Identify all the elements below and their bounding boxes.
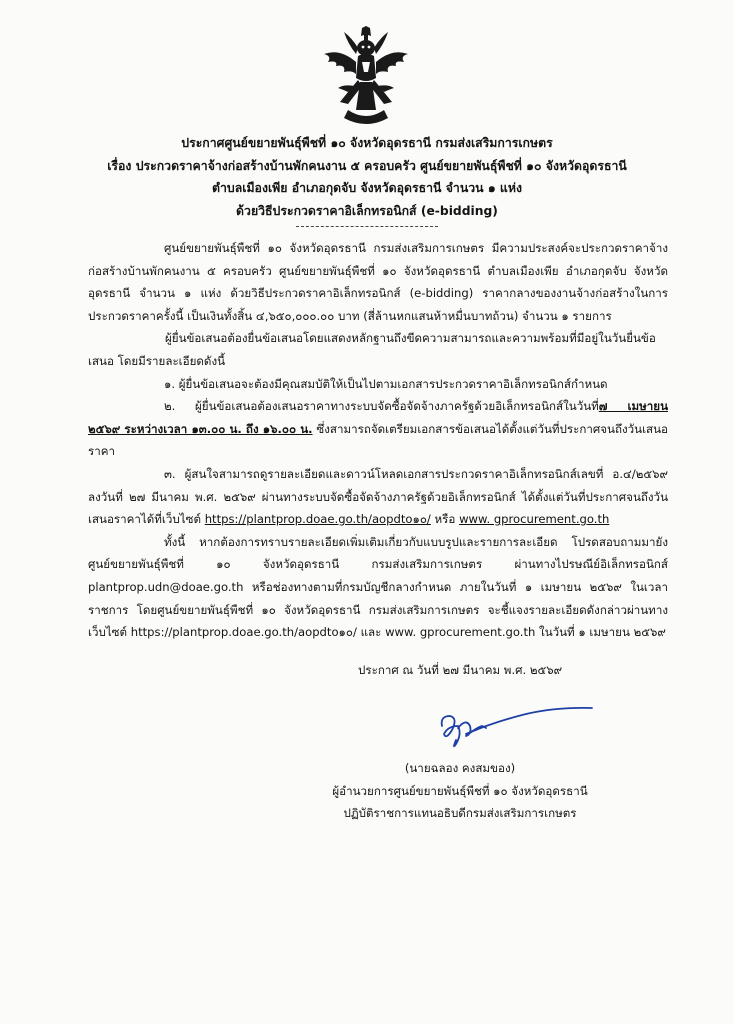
signature-block (300, 757, 620, 825)
paragraph-requirements: ผู้ยื่นข้อเสนอต้องยื่นข้อเสนอโดยแสดงหลักฐานถึงขีดความสามารถและความพร้อมที่มีอยู่ในวันยื่นข้อเสนอ โดยมีรายละเอียดดังนี้ (88, 331, 656, 368)
gprocurement-link[interactable]: www. gprocurement.go.th (459, 512, 610, 527)
plantprop-link[interactable]: https://plantprop.doae.go.th/aopdto๑๐/ (204, 512, 431, 527)
item-bidding-date (88, 395, 668, 463)
bidding-datetime: ๗ เมษายน ๒๕๖๙ ระหว่างเวลา ๑๓.๐๐ น. ถึง ๑๖.๐๐ น. (88, 399, 668, 436)
announcement-body (88, 237, 668, 644)
signer-name: (นายฉลอง คงสมของ) (404, 761, 516, 775)
item-bidding-date-note: ซึ่งสามารถจัดเตรียมเอกสารข้อเสนอได้ตั้งแต่วันที่ประกาศจนถึงวันเสนอราคา (88, 421, 668, 459)
item-download (88, 463, 668, 531)
title-divider (296, 226, 438, 227)
title-line-2: เรื่อง ประกวดราคาจ้างก่อสร้างบ้านพักคนงาน ๕ ครอบครัว ศูนย์ขยายพันธุ์พืชที่ ๑๐ จังหวัดอุดรธานี (107, 158, 627, 173)
title-line-1: ประกาศศูนย์ขยายพันธุ์พืชที่ ๑๐ จังหวัดอุดรธานี กรมส่งเสริมการเกษตร (181, 136, 553, 150)
announcement-title (40, 132, 694, 222)
item-bidding-date-intro: ๒. ผู้ยื่นข้อเสนอต้องเสนอราคาทางระบบจัดซื้อจัดจ้างภาครัฐด้วยอิเล็กทรอนิกส์ในวันที่ (164, 399, 599, 414)
signer-acting: ปฏิบัติราชการแทนอธิบดีกรมส่งเสริมการเกษตร (343, 806, 577, 821)
item-download-text: ๓. ผู้สนใจสามารถดูรายละเอียดและดาวน์โหลดเอกสารประกวดราคาอิเล็กทรอนิกส์เลขที่ อ.๔/๒๕๖๙ ลงวันที่ ๒๗ มีนาคม พ.ศ. ๒๕๖๙ ผ่านทางระบบจัดซื้อจัดจ้างภาครัฐด้วยอิเล็กทรอนิกส์ ได้ตั้งแต่วันที่ประกาศจนถึงวันเสนอราคาได้ที่เว็บไซต์ (88, 466, 668, 527)
paragraph-inquiries: ทั้งนี้ หากต้องการทราบรายละเอียดเพิ่มเติมเกี่ยวกับแบบรูปและรายการละเอียด โปรดสอบถามมายังศูนย์ขยายพันธุ์พืชที่ ๑๐ จังหวัดอุดรธานี กรมส่งเสริมการเกษตร ผ่านทางไปรษณีย์อิเล็กทรอนิกส์ plantprop.udn@doae.go.th หรือช่องทางตามที่กรมบัญชีกลางกำหนด ภายในวันที่ ๑ เมษายน ๒๕๖๙ ในเวลาราชการ โดยศูนย์ขยายพันธุ์พืชที่ ๑๐ จังหวัดอุดรธานี กรมส่งเสริมการเกษตร จะชี้แจงรายละเอียดดังกล่าวผ่านทางเว็บไซต์ https://plantprop.doae.go.th/aopdto๑๐/ และ www. gprocurement.go.th ในวันที่ ๑ เมษายน ๒๕๖๙ (88, 534, 668, 640)
title-line-3: ตำบลเมืองเพีย อำเภอกุดจับ จังหวัดอุดรธานี จำนวน ๑ แห่ง (212, 181, 522, 195)
title-line-4: ด้วยวิธีประกวดราคาอิเล็กทรอนิกส์ (e-bidding) (236, 203, 498, 218)
signature-image (436, 704, 596, 754)
garuda-emblem-icon (318, 26, 414, 130)
signer-title: ผู้อำนวยการศูนย์ขยายพันธุ์พืชที่ ๑๐ จังหวัดอุดรธานี (332, 783, 588, 798)
proclamation-date: ประกาศ ณ วันที่ ๒๗ มีนาคม พ.ศ. ๒๕๖๙ (358, 663, 563, 677)
item-qualification: ๑. ผู้ยื่นข้อเสนอจะต้องมีคุณสมบัติให้เป็นไปตามเอกสารประกวดราคาอิเล็กทรอนิกส์กำหนด (164, 376, 608, 391)
item-download-or: หรือ (430, 512, 460, 527)
paragraph-purpose: ศูนย์ขยายพันธุ์พืชที่ ๑๐ จังหวัดอุดรธานี กรมส่งเสริมการเกษตร มีความประสงค์จะประกวดราคาจ้างก่อสร้างบ้านพักคนงาน ๕ ครอบครัว ศูนย์ขยายพันธุ์พืชที่ ๑๐ จังหวัดอุดรธานี ตำบลเมืองเพีย อำเภอกุดจับ จังหวัดอุดรธานี จำนวน ๑ แห่ง ด้วยวิธีประกวดราคาอิเล็กทรอนิกส์ (e-bidding) ราคากลางของงานจ้างก่อสร้างในการประกวดราคาครั้งนี้ เป็นเงินทั้งสิ้น ๔,๖๕๐,๐๐๐.๐๐ บาท (สี่ล้านหกแสนห้าหมื่นบาทถ้วน) จำนวน ๑ รายการ (88, 241, 668, 323)
